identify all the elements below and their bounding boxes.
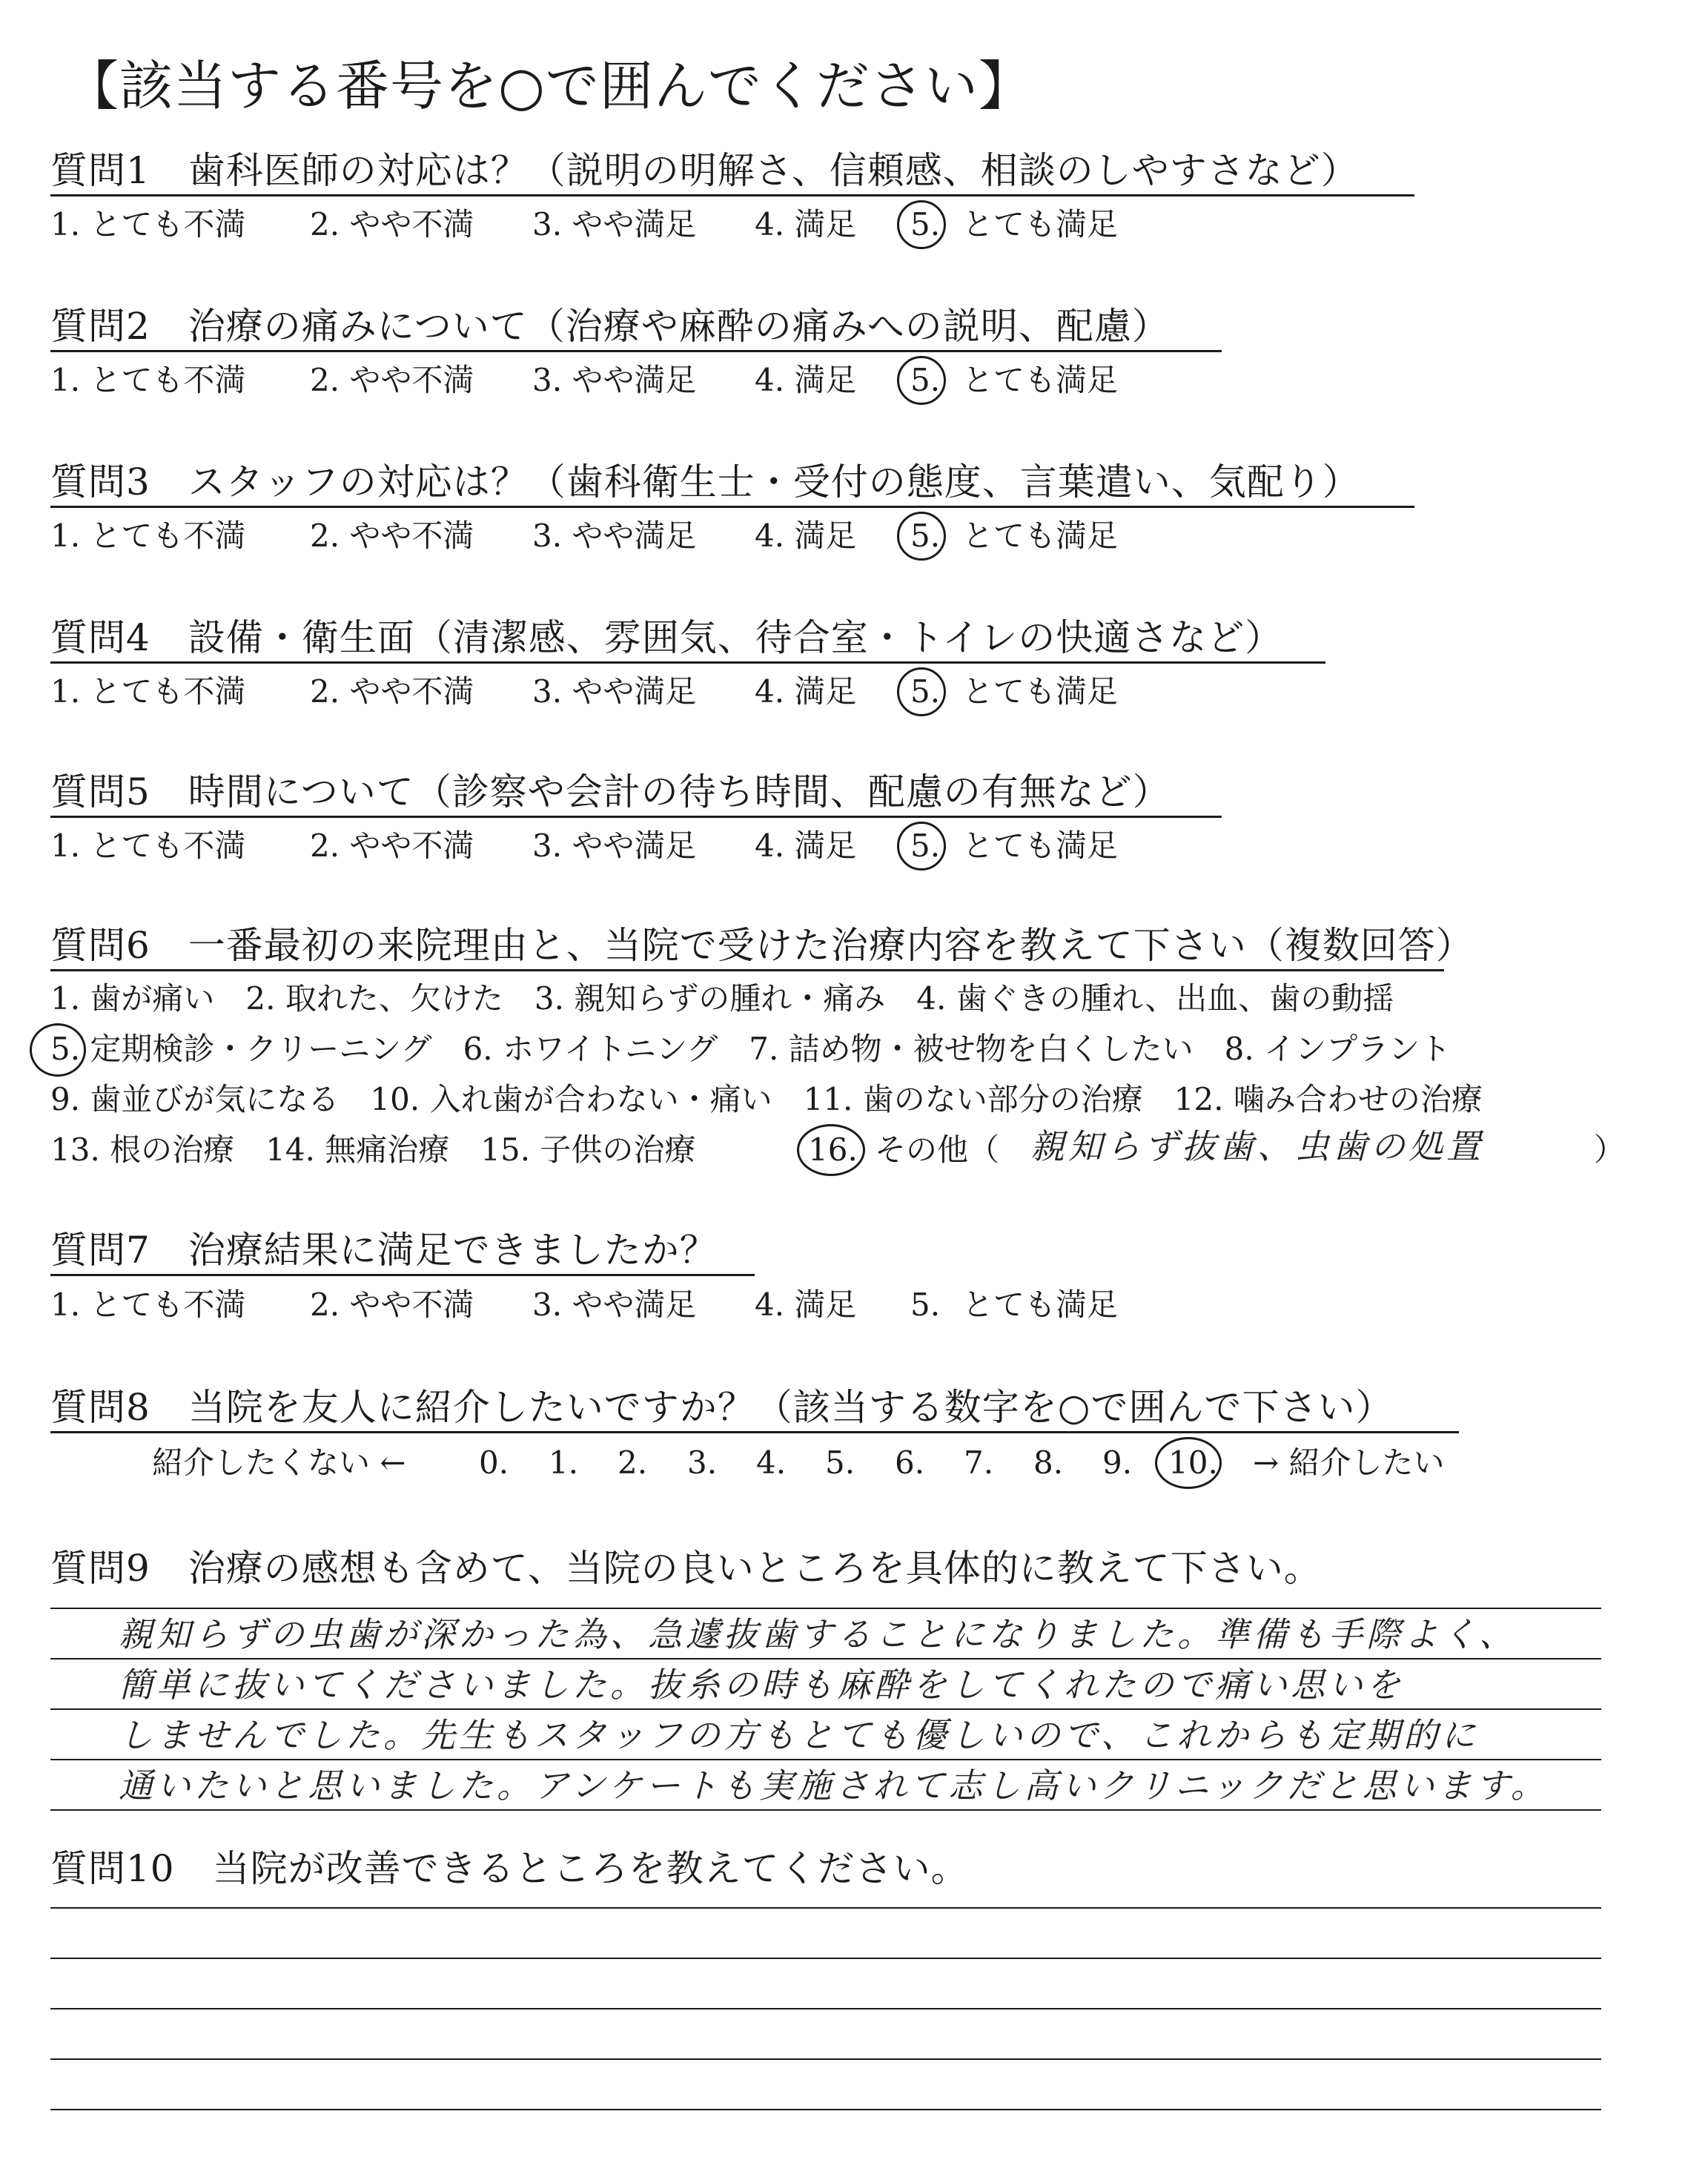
scale-6[interactable]: 6. [895, 1444, 925, 1481]
question-9-answer-line-2: 簡単に抜いてくださいました。抜糸の時も麻酔をしてくれたので痛い思いを [119, 1665, 1404, 1705]
option-5[interactable]: 5. [910, 362, 941, 398]
option-5-label: とても満足 [962, 362, 1119, 398]
option-4[interactable]: 4. 満足 [755, 206, 857, 242]
answer-line [50, 2109, 1601, 2110]
option-1[interactable]: 1. とても不満 [50, 518, 246, 554]
option-3[interactable]: 3. やや満足 [532, 518, 697, 554]
option-2[interactable]: 2. やや不満 [310, 362, 474, 398]
scale-left-label: 紹介したくない ← [152, 1444, 406, 1481]
option-1[interactable]: 1. とても不満 [50, 362, 246, 398]
option-4[interactable]: 4. 満足 [755, 1287, 857, 1323]
selection-circle [30, 1023, 86, 1077]
option-5-label: とても満足 [962, 206, 1119, 242]
question-8-underline [50, 1431, 1459, 1433]
answer-line [50, 1958, 1601, 1959]
option-3[interactable]: 3. やや満足 [532, 828, 697, 864]
question-9-answer-line-4: 通いたいと思いました。アンケートも実施されて志し高いクリニックだと思います。 [119, 1766, 1549, 1806]
answer-line [50, 2058, 1601, 2060]
question-6-other-number[interactable]: 16. [808, 1132, 858, 1168]
form-header: 【該当する番号を○で囲んでください】 [65, 55, 1033, 117]
option-2[interactable]: 2. やや不満 [310, 673, 474, 710]
option-2[interactable]: 2. やや不満 [310, 828, 474, 864]
scale-9[interactable]: 9. [1102, 1444, 1133, 1481]
answer-line [50, 1809, 1601, 1811]
option-5-label: とても満足 [962, 1287, 1119, 1323]
question-6-other-handwritten: 親知らず抜歯、虫歯の処置 [1030, 1126, 1484, 1166]
selection-circle [897, 667, 946, 716]
scale-0[interactable]: 0. [479, 1444, 509, 1481]
scale-7[interactable]: 7. [964, 1444, 994, 1481]
scale-3[interactable]: 3. [687, 1444, 718, 1481]
question-8-title: 質問8 当院を友人に紹介したいですか？（該当する数字を○で囲んで下さい） [50, 1386, 1394, 1429]
question-4-title: 質問4 設備・衛生面（清潔感、雰囲気、待合室・トイレの快適さなど） [50, 616, 1283, 659]
selection-circle [897, 512, 946, 561]
answer-line [50, 2008, 1601, 2009]
question-6-row-4[interactable]: 13. 根の治療 14. 無痛治療 15. 子供の治療 [50, 1132, 696, 1168]
option-5[interactable]: 5. [910, 518, 941, 554]
scale-10[interactable]: 10. [1168, 1444, 1218, 1481]
option-5-label: とても満足 [962, 518, 1119, 554]
selection-circle [797, 1124, 865, 1176]
option-5-label: とても満足 [962, 828, 1119, 864]
answer-line [50, 1658, 1601, 1659]
question-6-row-1[interactable]: 1. 歯が痛い 2. 取れた、欠けた 3. 親知らずの腫れ・痛み 4. 歯ぐきの腫れ、出血、歯の動揺 [50, 980, 1394, 1017]
option-3[interactable]: 3. やや満足 [532, 1287, 697, 1323]
answer-line [50, 1907, 1601, 1909]
question-3-underline [50, 506, 1414, 508]
question-3-title: 質問3 スタッフの対応は？（歯科衛生士・受付の態度、言葉遣い、気配り） [50, 460, 1360, 503]
selection-circle [897, 356, 946, 405]
question-7-title: 質問7 治療結果に満足できましたか？ [50, 1229, 718, 1272]
option-5[interactable]: 5. [910, 1287, 941, 1323]
option-5[interactable]: 5. [910, 206, 941, 242]
scale-1[interactable]: 1. [549, 1444, 579, 1481]
option-5-label: とても満足 [962, 673, 1119, 710]
question-6-other-label: その他（ [875, 1132, 1000, 1168]
question-5-underline [50, 816, 1222, 818]
option-2[interactable]: 2. やや不満 [310, 518, 474, 554]
option-4[interactable]: 4. 満足 [755, 518, 857, 554]
option-4[interactable]: 4. 満足 [755, 828, 857, 864]
question-6-title: 質問6 一番最初の来院理由と、当院で受けた治療内容を教えて下さい（複数回答） [50, 924, 1474, 967]
selection-circle [1155, 1437, 1222, 1489]
option-3[interactable]: 3. やや満足 [532, 206, 697, 242]
question-9-answer-line-1: 親知らずの虫歯が深かった為、急遽抜歯することになりました。準備も手際よく、 [119, 1614, 1517, 1654]
scale-2[interactable]: 2. [618, 1444, 648, 1481]
answer-line [50, 1608, 1601, 1609]
question-2-title: 質問2 治療の痛みについて（治療や麻酔の痛みへの説明、配慮） [50, 305, 1170, 348]
option-1[interactable]: 1. とても不満 [50, 206, 246, 242]
question-6-other-close: ） [1594, 1132, 1626, 1168]
selection-circle [897, 822, 946, 871]
question-6-row-3[interactable]: 9. 歯並びが気になる 10. 入れ歯が合わない・痛い 11. 歯のない部分の治療 12. 噛み合わせの治療 [50, 1081, 1483, 1117]
option-1[interactable]: 1. とても不満 [50, 1287, 246, 1323]
scale-5[interactable]: 5. [825, 1444, 855, 1481]
option-4[interactable]: 4. 満足 [755, 362, 857, 398]
option-3[interactable]: 3. やや満足 [532, 673, 697, 710]
question-6-row-2[interactable]: 5. 定期検診・クリーニング 6. ホワイトニング 7. 詰め物・被せ物を白くしたい 8. インプラント [50, 1031, 1452, 1067]
question-2-underline [50, 350, 1222, 352]
question-10-title: 質問10 当院が改善できるところを教えてください。 [50, 1847, 969, 1890]
option-2[interactable]: 2. やや不満 [310, 206, 474, 242]
option-4[interactable]: 4. 満足 [755, 673, 857, 710]
scale-4[interactable]: 4. [756, 1444, 787, 1481]
question-6-underline [50, 969, 1444, 971]
answer-line [50, 1708, 1601, 1710]
selection-circle [897, 200, 946, 249]
option-1[interactable]: 1. とても不満 [50, 828, 246, 864]
option-1[interactable]: 1. とても不満 [50, 673, 246, 710]
question-5-title: 質問5 時間について（診察や会計の待ち時間、配慮の有無など） [50, 770, 1171, 813]
question-7-underline [50, 1274, 755, 1276]
question-9-title: 質問9 治療の感想も含めて、当院の良いところを具体的に教えて下さい。 [50, 1547, 1322, 1590]
scale-8[interactable]: 8. [1033, 1444, 1064, 1481]
question-9-answer-line-3: しませんでした。先生もスタッフの方もとても優しいので、これからも定期的に [119, 1715, 1480, 1755]
question-8-scale [0, 1444, 1708, 1483]
option-2[interactable]: 2. やや不満 [310, 1287, 474, 1323]
question-1-title: 質問1 歯科医師の対応は？（説明の明解さ、信頼感、相談のしやすさなど） [50, 149, 1359, 192]
answer-line [50, 1759, 1601, 1760]
option-3[interactable]: 3. やや満足 [532, 362, 697, 398]
option-5[interactable]: 5. [910, 673, 941, 710]
scale-right-label: → 紹介したい [1253, 1444, 1445, 1481]
option-5[interactable]: 5. [910, 828, 941, 864]
question-1-underline [50, 194, 1414, 196]
question-4-underline [50, 661, 1325, 664]
